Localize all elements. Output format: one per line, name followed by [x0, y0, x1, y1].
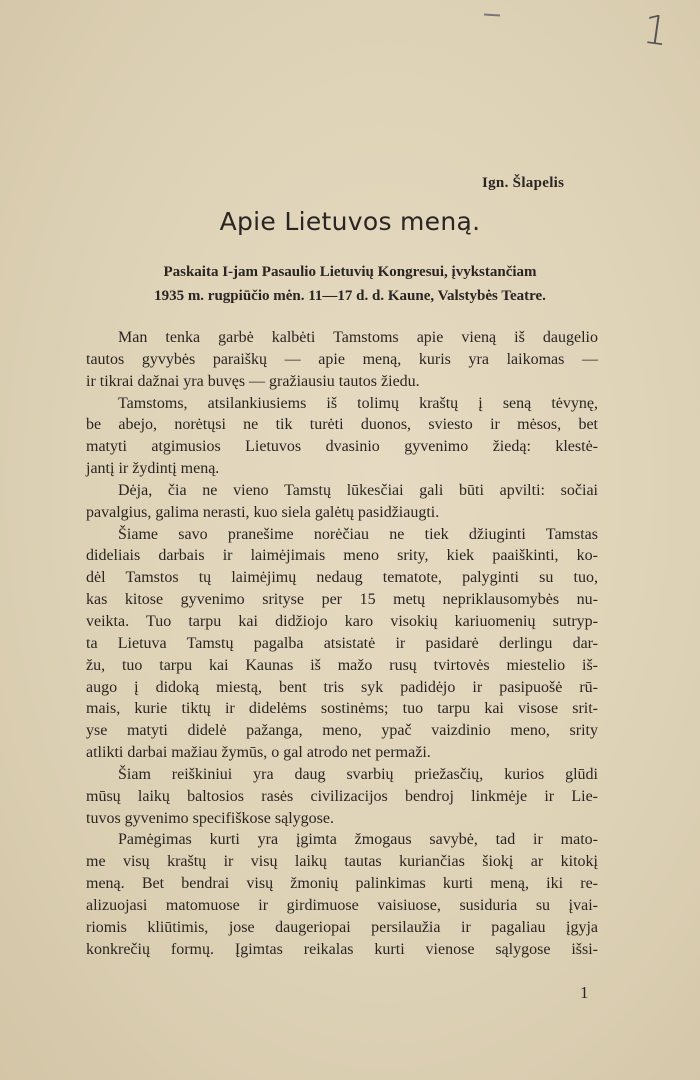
subtitle: [90, 260, 610, 308]
text-line: mais, kurie tiktų ir didelėms sostinėms; tuo tarpu kai visose srit-: [86, 700, 598, 718]
text-line: riomis kliūtimis, jose daugeriopai persilaužia ir pagaliau įgyja: [86, 918, 598, 936]
page-number: 1: [580, 983, 589, 1002]
text-line: matyti atgimusios Lietuvos dvasinio gyvenimo žiedą: klestė-: [86, 438, 598, 456]
pencil-mark: [484, 13, 500, 16]
text-line: Pamėgimas kurti yra įgimta žmogaus savybė, tad ir mato-: [118, 831, 598, 849]
text-line: be abejo, norėtųsi ne tik turėti duonos, sviesto ir mėsos, bet: [86, 416, 598, 434]
subtitle-line: 1935 m. rugpiūčio mėn. 11—17 d. d. Kaune, Valstybės Teatre.: [154, 288, 546, 304]
text-line: Šiam reiškiniui yra daug svarbių priežasčių, kurios glūdi: [118, 765, 598, 783]
text-line: augo į didoką miestą, bent tris syk padidėjo ir pasipuošė rū-: [86, 678, 598, 696]
text-line: veikta. Tuo tarpu kai didžiojo karo visokių kariuomenių sutryp-: [86, 612, 598, 630]
text-line: yse matyti didelė pažanga, meno, ypač vaizdinio meno, srity: [86, 722, 598, 740]
text-line: ta Lietuva Tamstų pagalba atsistatė ir pasidarė derlingu dar-: [86, 634, 598, 652]
text-line: meną. Bet bendrai visų žmonių palinkimas kurti meną, iki re-: [86, 875, 598, 893]
text-line: konkrečių formų. Įgimtas reikalas kurti vienose sąlygose išsi-: [86, 940, 598, 958]
text-line: kas kitose gyvenimo srityse per 15 metų nepriklausomybės nu-: [86, 591, 598, 609]
handwritten-page-number: 1: [639, 6, 672, 56]
text-line: alizuojasi matomuose ir girdimuose vaisiuose, susiduria su įvai-: [86, 896, 598, 914]
text-line: ir tikrai dažnai yra buvęs — gražiausiu tautos žiedu.: [86, 372, 420, 390]
text-line: žu, tuo tarpu kai Kaunas iš mažo rusų tvirtovės miestelio iš-: [86, 656, 598, 674]
text-line: atlikti darbai mažiau žymūs, o gal atrodo net permaži.: [86, 744, 431, 762]
body-text: [86, 327, 598, 960]
text-line: tautos gyvybės paraiškų — apie meną, kuris yra laikomas —: [86, 350, 598, 368]
text-line: dideliais darbais ir laimėjimais meno srity, kiek paaiškinti, ko-: [86, 547, 598, 565]
text-line: dėl Tamstos tų laimėjimų nedaug tematote, palyginti su tuo,: [86, 569, 598, 587]
subtitle-line: Paskaita I-jam Pasaulio Lietuvių Kongresui, įvykstančiam: [163, 264, 537, 280]
text-line: jantį ir žydintį meną.: [86, 460, 220, 478]
text-line: pavalgius, galima nerasti, kuo siela galėtų pasidžiaugti.: [86, 503, 440, 521]
article-title: Apie Lietuvos meną.: [219, 207, 481, 236]
text-line: tuvos gyvenimo specifiškose sąlygose.: [86, 809, 334, 827]
author-name: Ign. Šlapelis: [482, 175, 565, 191]
text-line: Man tenka garbė kalbėti Tamstoms apie vieną iš daugelio: [118, 329, 598, 346]
text-line: Dėja, čia ne vieno Tamstų lūkesčiai gali būti apvilti: sočiai: [118, 481, 598, 499]
text-line: Tamstoms, atsilankiusiems iš tolimų kraštų į seną tėvynę,: [118, 394, 598, 412]
text-line: Šiame savo pranešime norėčiau ne tiek džiuginti Tamstas: [118, 525, 598, 543]
text-line: me visų kraštų ir visų laikų tautas kuriančias šiokį ar kitokį: [86, 853, 598, 871]
text-line: mūsų laikų baltosios rasės civilizacijos bendroj linkmėje ir Lie-: [86, 787, 598, 805]
